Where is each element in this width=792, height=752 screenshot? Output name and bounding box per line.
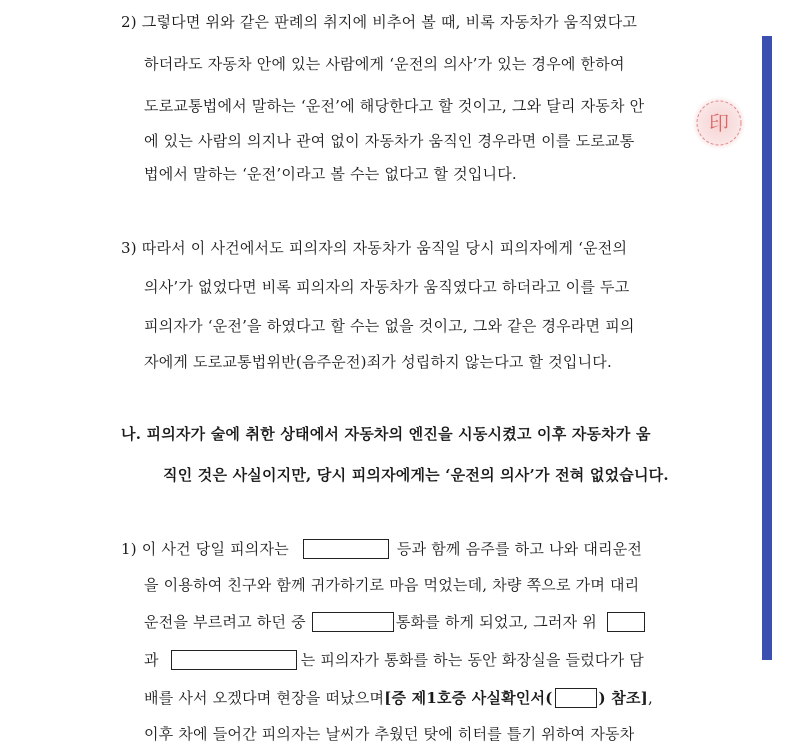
- red-seal: [693, 96, 745, 150]
- para2-line4: 에 있는 사람의 의지나 관여 없이 자동차가 움직인 경우라면 이를 도로교통: [144, 132, 635, 150]
- redaction-box: [555, 688, 597, 708]
- evidence-ref-start: [증 제1호증 사실확인서(: [384, 689, 553, 707]
- section-heading-line1: 나. 피의자가 술에 취한 상태에서 자동차의 엔진을 시동시켰고 이후 자동차가 움: [121, 425, 651, 443]
- para1-line1-start: 1) 이 사건 당일 피의자는: [121, 540, 289, 558]
- redaction-box: [312, 612, 394, 632]
- para3-line1: 3) 따라서 이 사건에서도 피의자의 자동차가 움직일 당시 피의자에게 ‘운전의: [121, 239, 628, 257]
- para1-line4: [144, 650, 644, 670]
- para2-line5: 법에서 말하는 ‘운전’이라고 볼 수는 없다고 할 것입니다.: [144, 165, 517, 183]
- para1-line5-start: 배를 사서 오겠다며 현장을 떠났으며: [144, 689, 385, 707]
- para3-line3: 피의자가 ‘운전’을 하였다고 할 수는 없을 것이고, 그와 같은 경우라면 피의: [144, 317, 635, 335]
- para2-line2: 하더라도 자동차 안에 있는 사람에게 ‘운전의 의사’가 있는 경우에 한하여: [144, 55, 625, 73]
- seal-glyph: 印: [709, 111, 729, 135]
- para2-line3: 도로교통법에서 말하는 ‘운전’에 해당한다고 할 것이고, 그와 달리 자동차 안: [144, 97, 645, 115]
- para1-line5-comma: ,: [647, 689, 653, 707]
- para1-line6: 이후 차에 들어간 피의자는 날씨가 추웠던 탓에 히터를 틀기 위하여 자동차: [144, 725, 635, 743]
- evidence-ref-end: ) 참조]: [598, 689, 648, 707]
- para1-line3-end: 통화를 하게 되었고, 그러자 위: [395, 613, 597, 631]
- para1-line1: [121, 539, 642, 559]
- para1-line1-end: 등과 함께 음주를 하고 나와 대리운전: [396, 540, 643, 558]
- para1-line4-start: 과: [144, 651, 159, 669]
- redaction-box: [303, 539, 389, 559]
- para2-line1: 2) 그렇다면 위와 같은 판례의 취지에 비추어 볼 때, 비록 자동차가 움직였다고: [121, 13, 638, 31]
- para1-line2: 을 이용하여 친구와 함께 귀가하기로 마음 먹었는데, 차량 쪽으로 가며 대리: [144, 576, 640, 594]
- para3-line2: 의사’가 없었다면 비록 피의자의 자동차가 움직였다고 하더라고 이를 두고: [144, 278, 630, 296]
- redaction-box: [607, 612, 645, 632]
- para3-line4: 자에게 도로교통법위반(음주운전)죄가 성립하지 않는다고 할 것입니다.: [144, 353, 612, 371]
- para1-line5: [144, 688, 653, 708]
- redaction-box: [171, 650, 297, 670]
- side-bar: [762, 36, 772, 660]
- para1-line3-start: 운전을 부르려고 하던 중: [144, 613, 306, 631]
- section-heading-line2: 직인 것은 사실이지만, 당시 피의자에게는 ‘운전의 의사’가 전혀 없었습니다.: [163, 466, 669, 484]
- para1-line4-end: 는 피의자가 통화를 하는 동안 화장실을 들렀다가 담: [300, 651, 644, 669]
- para1-line3: [144, 612, 647, 632]
- seal-icon: [693, 96, 745, 150]
